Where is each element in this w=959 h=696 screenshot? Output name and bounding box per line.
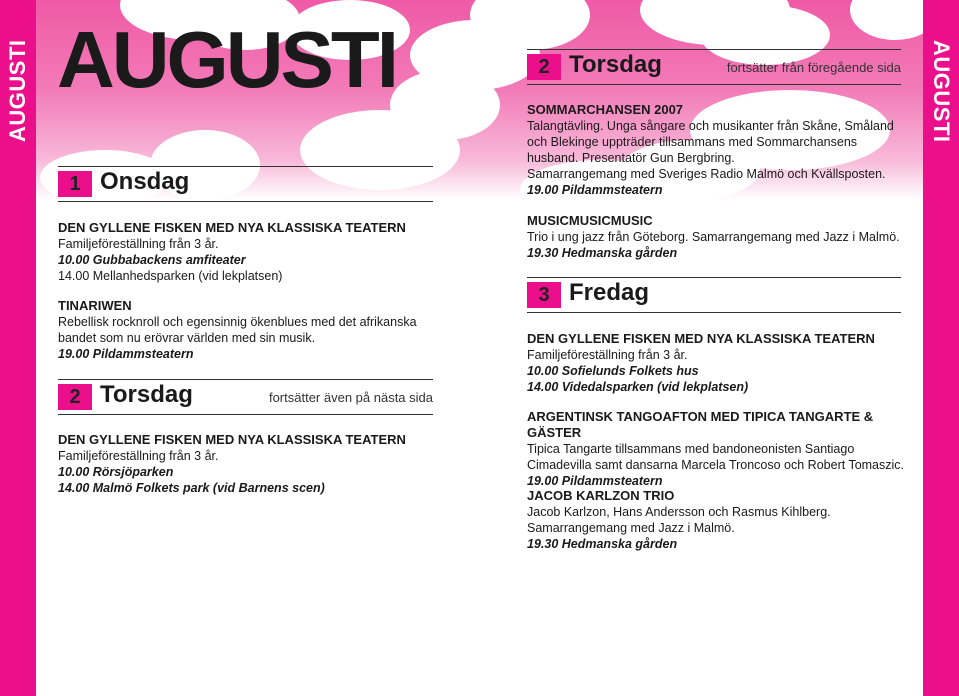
day-name: Torsdag — [100, 381, 193, 408]
event-venue: 10.00 Sofielunds Folkets hus — [527, 364, 699, 378]
event-title: DEN GYLLENE FISKEN MED NYA KLASSISKA TEATERN — [58, 432, 406, 447]
event-description: Trio i ung jazz från Göteborg. Samarrangemang med Jazz i Malmö. — [527, 230, 900, 244]
event-description: husband. Presentatör Gun Bergbring. — [527, 151, 735, 165]
day-name: Onsdag — [100, 168, 190, 195]
event — [527, 488, 907, 552]
event-venue: 19.30 Hedmanska gården — [527, 246, 678, 260]
event-venue: 14.00 Videdalsparken (vid lekplatsen) — [527, 380, 749, 394]
event-description: bandet som nu erövrar världen med sin musik. — [58, 331, 316, 345]
day-header-1 — [58, 166, 433, 202]
event-description: Cimadevilla samt dansarna Marcela Troncoso och Robert Tomaszic. — [527, 458, 905, 472]
event — [58, 298, 438, 362]
day-header-2-right — [527, 49, 901, 85]
event-description: Talangtävling. Unga sångare och musikanter från Skåne, Småland — [527, 119, 894, 133]
event-venue: 14.00 Mellanhedsparken (vid lekplatsen) — [58, 269, 283, 283]
event-title: SOMMARCHANSEN 2007 — [527, 102, 684, 117]
event-title: ARGENTINSK TANGOAFTON MED TIPICA TANGARTE & GÄSTER — [527, 409, 874, 440]
side-label-right: AUGUSTI — [929, 39, 954, 143]
event-description: Familjeföreställning från 3 år. — [58, 237, 219, 251]
event-description: Tipica Tangarte tillsammans med bandoneonisten Santiago — [527, 442, 855, 456]
day-number: 2 — [58, 384, 92, 410]
event — [58, 220, 438, 284]
event-title: DEN GYLLENE FISKEN MED NYA KLASSISKA TEATERN — [527, 331, 875, 346]
event-title: MUSICMUSICMUSIC — [527, 213, 653, 228]
event-venue: 19.00 Pildammsteatern — [527, 183, 663, 197]
event-description: Familjeföreställning från 3 år. — [58, 449, 219, 463]
event-title: JACOB KARLZON TRIO — [527, 488, 675, 503]
event-venue: 10.00 Gubbabackens amfiteater — [58, 253, 246, 267]
event-description: Familjeföreställning från 3 år. — [527, 348, 688, 362]
day-header-2-left — [58, 379, 433, 415]
event — [527, 331, 907, 395]
month-title: AUGUSTI — [57, 15, 396, 104]
event — [58, 432, 438, 496]
event-title: DEN GYLLENE FISKEN MED NYA KLASSISKA TEATERN — [58, 220, 406, 235]
event-description: Rebellisk rocknroll och egensinnig ökenblues med det afrikanska — [58, 315, 417, 329]
day-number: 3 — [527, 282, 561, 308]
event-description: Samarrangemang med Sveriges Radio Malmö och Kvällsposten. — [527, 167, 886, 181]
continuation-note: fortsätter från föregående sida — [726, 60, 901, 75]
event-venue: 19.00 Pildammsteatern — [527, 474, 663, 488]
side-label-left: AUGUSTI — [5, 39, 30, 143]
day-name: Torsdag — [569, 51, 662, 78]
day-header-3 — [527, 277, 901, 313]
event-description: Jacob Karlzon, Hans Andersson och Rasmus Kihlberg. — [527, 505, 831, 519]
event-description: och Blekinge uppträder tillsammans med Sommarchansens — [527, 135, 858, 149]
event-venue: 19.00 Pildammsteatern — [58, 347, 194, 361]
day-number: 1 — [58, 171, 92, 197]
event-venue: 10.00 Rörsjöparken — [58, 465, 174, 479]
event — [527, 409, 912, 489]
continuation-note: fortsätter även på nästa sida — [268, 390, 433, 405]
cloud — [390, 70, 500, 140]
event-description: Samarrangemang med Jazz i Malmö. — [527, 521, 735, 535]
day-number: 2 — [527, 54, 561, 80]
event — [527, 102, 907, 198]
event — [527, 213, 907, 261]
event-title: TINARIWEN — [58, 298, 132, 313]
event-venue: 19.30 Hedmanska gården — [527, 537, 678, 551]
event-venue: 14.00 Malmö Folkets park (vid Barnens scen) — [58, 481, 325, 495]
day-name: Fredag — [569, 279, 650, 306]
